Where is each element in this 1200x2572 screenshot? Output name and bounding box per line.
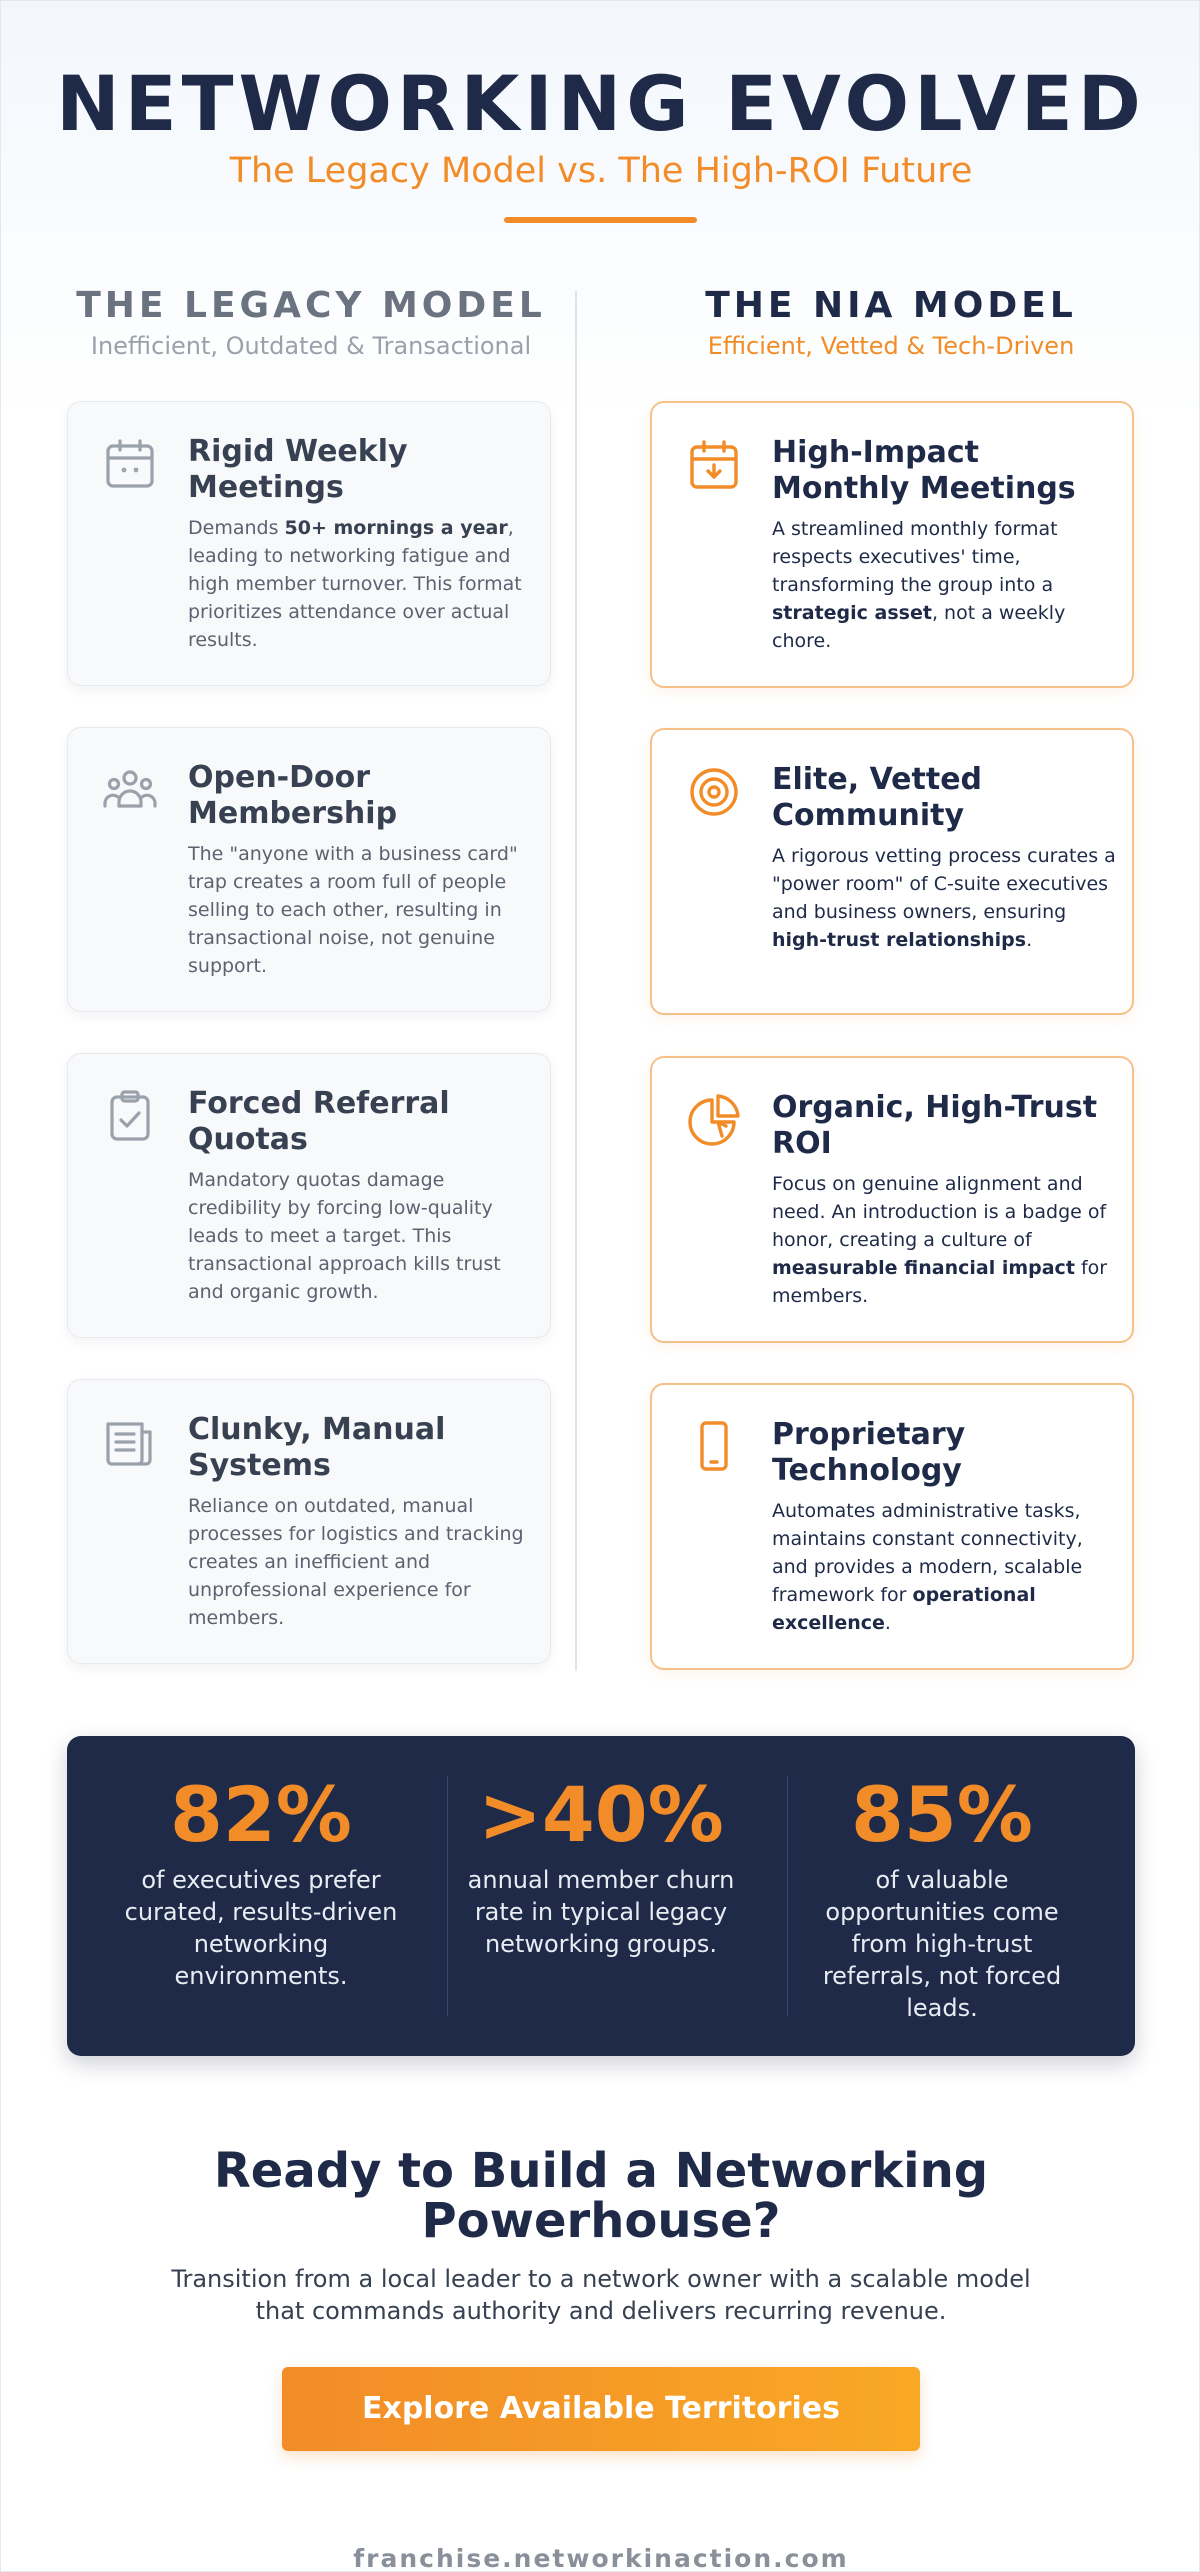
legacy-card-weekly-meetings	[67, 401, 551, 686]
nia-column-subtitle: Efficient, Vetted & Tech-Driven	[707, 332, 1075, 360]
card-title: Rigid Weekly Meetings	[188, 434, 408, 505]
newspaper-icon	[102, 1414, 158, 1470]
nia-column-title: THE NIA MODEL	[705, 285, 1077, 326]
card-title: Clunky, Manual Systems	[188, 1412, 446, 1483]
nia-card-organic-roi	[650, 1056, 1134, 1343]
card-description	[188, 514, 532, 654]
title-underline	[504, 217, 697, 223]
nia-card-vetted-community	[650, 728, 1134, 1015]
card-description	[188, 840, 532, 980]
nia-card-proprietary-technology	[650, 1383, 1134, 1670]
card-title: Elite, Vetted Community	[772, 762, 983, 833]
calendar-icon	[102, 436, 158, 492]
card-description	[188, 1492, 532, 1632]
card-description-text: , not a weekly chore.	[772, 602, 1066, 652]
pie-chart-icon	[686, 1092, 742, 1148]
card-title: High-Impact Monthly Meetings	[772, 435, 1076, 506]
stat-description: of valuable opportunities come from high-trust referrals, not forced leads.	[822, 1866, 1062, 2022]
card-description-text: .	[884, 1612, 891, 1634]
cta-description: Transition from a local leader to a network owner with a scalable model that commands authority and delivers recurring revenue.	[171, 2265, 1031, 2325]
card-title: Forced Referral Quotas	[188, 1086, 450, 1157]
legacy-card-manual-systems	[67, 1379, 551, 1664]
card-description-emphasis: strategic asset	[772, 602, 932, 624]
card-description-text: Reliance on outdated, manual processes for logistics and tracking creates an inefficient and unprofessional experience for members.	[188, 1495, 524, 1629]
clipboard-check-icon	[102, 1088, 158, 1144]
stat-description: of executives prefer curated, results-driven networking environments.	[124, 1866, 398, 1990]
target-icon	[686, 764, 742, 820]
mobile-icon	[686, 1419, 742, 1475]
nia-card-monthly-meetings	[650, 401, 1134, 688]
card-description-emphasis: high-trust relationships	[772, 929, 1027, 951]
card-description-text: Demands	[188, 517, 285, 539]
card-description-text: for members.	[772, 1257, 1108, 1307]
card-description	[772, 1497, 1116, 1637]
cta-heading: Ready to Build a Networking Powerhouse?	[213, 2143, 989, 2249]
card-title: Open-Door Membership	[188, 760, 398, 831]
column-divider	[575, 291, 577, 1671]
card-description-text: Focus on genuine alignment and need. An introduction is a badge of honor, creating a culture of	[772, 1173, 1107, 1251]
card-description	[772, 515, 1116, 655]
card-description-text: .	[1026, 929, 1033, 951]
stat-member-churn	[431, 1770, 771, 1960]
legacy-column-header	[51, 285, 571, 360]
legacy-column-subtitle: Inefficient, Outdated & Transactional	[90, 332, 532, 360]
card-description-text: A streamlined monthly format respects executives' time, transforming the group into a	[772, 518, 1058, 596]
card-description	[188, 1166, 532, 1306]
card-description-emphasis: measurable financial impact	[772, 1257, 1075, 1279]
group-icon	[102, 762, 158, 818]
legacy-card-referral-quotas	[67, 1053, 551, 1338]
calendar-star-icon	[686, 437, 742, 493]
stat-value: >40%	[478, 1770, 724, 1859]
stat-value: 85%	[851, 1770, 1033, 1859]
card-title: Proprietary Technology	[772, 1417, 966, 1488]
stats-panel	[67, 1736, 1135, 2056]
card-description	[772, 842, 1116, 954]
stat-description: annual member churn rate in typical legacy networking groups.	[467, 1866, 735, 1958]
stat-value: 82%	[170, 1770, 352, 1859]
explore-territories-button[interactable]: Explore Available Territories	[282, 2367, 920, 2451]
card-title: Organic, High-Trust ROI	[772, 1090, 1098, 1161]
card-description-text: Automates administrative tasks, maintains constant connectivity, and provides a modern, scalable framework for	[772, 1500, 1083, 1606]
page-subtitle: The Legacy Model vs. The High-ROI Future	[229, 151, 973, 191]
legacy-column-title: THE LEGACY MODEL	[76, 285, 546, 326]
footer-url-link[interactable]: franchise.networkinaction.com	[353, 2544, 849, 2572]
card-description-text: The "anyone with a business card" trap creates a room full of people selling to each other, resulting in transactional noise, not genuine support.	[188, 843, 518, 977]
card-description-text: , leading to networking fatigue and high member turnover. This format prioritizes attendance over actual results.	[188, 517, 522, 651]
page-title: NETWORKING EVOLVED	[56, 59, 1146, 148]
card-description-text: A rigorous vetting process curates a "power room" of C-suite executives and business owners, ensuring	[772, 845, 1116, 923]
legacy-card-open-door	[67, 727, 551, 1012]
card-description-emphasis: operational excellence	[772, 1584, 1036, 1634]
card-description-text: Mandatory quotas damage credibility by forcing low-quality leads to meet a target. This transactional approach kills trust and organic growth.	[188, 1169, 501, 1303]
card-description-emphasis: 50+ mornings a year	[284, 517, 508, 539]
stat-executives-prefer	[91, 1770, 431, 1992]
card-description	[772, 1170, 1116, 1310]
nia-column-header	[631, 285, 1151, 360]
stat-high-trust-referrals	[772, 1770, 1112, 2024]
